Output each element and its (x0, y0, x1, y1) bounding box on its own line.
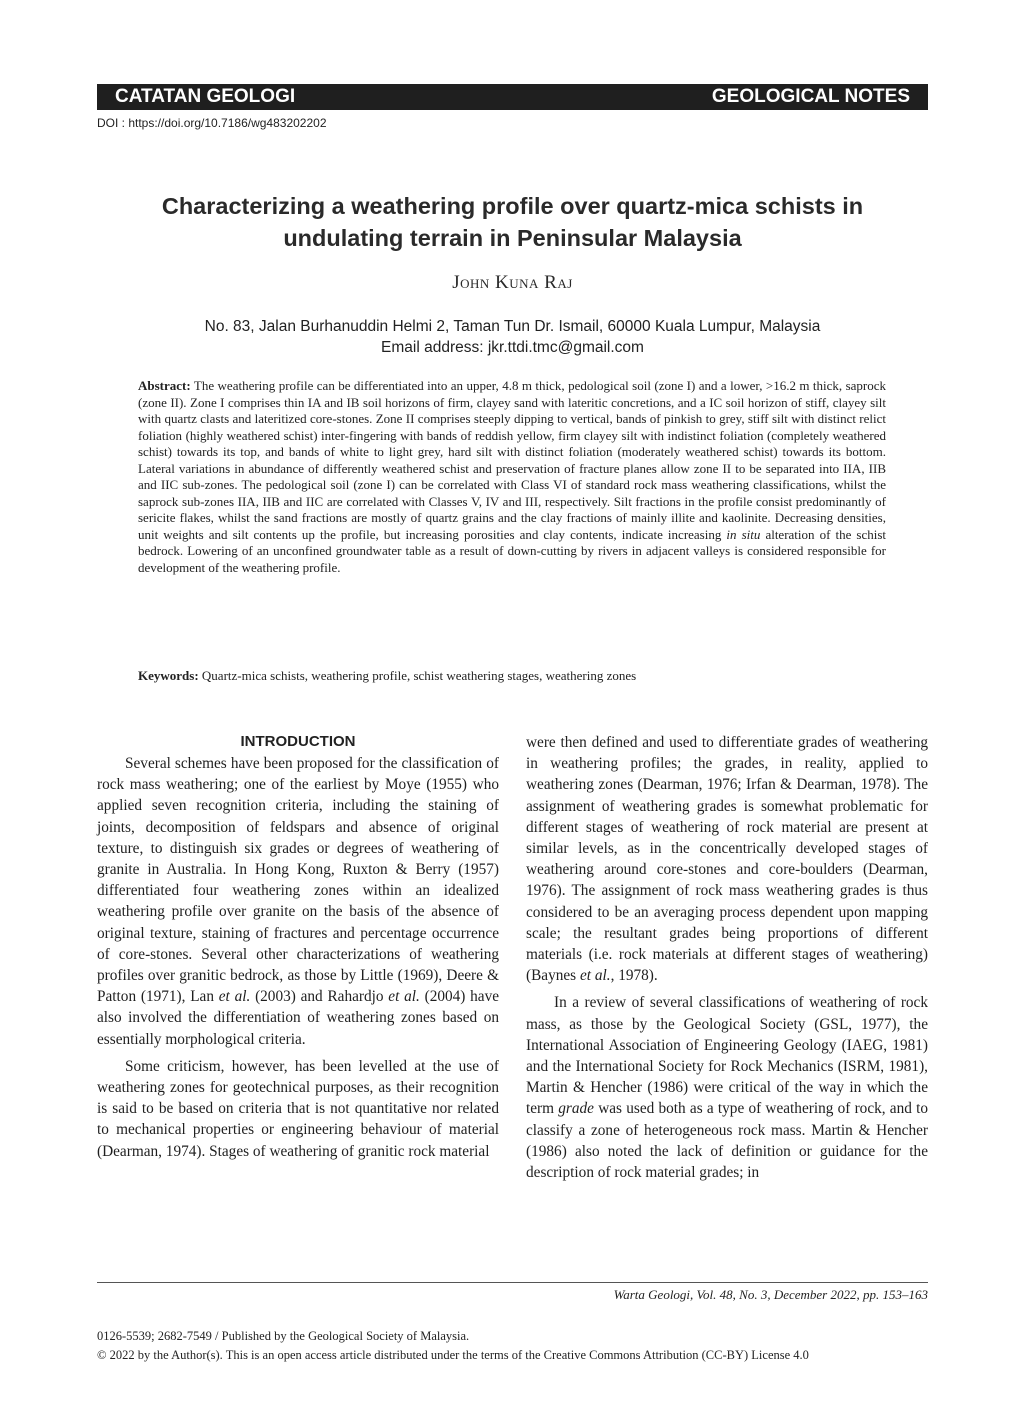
body-column-left (97, 753, 499, 1162)
text-run: , 1978). (610, 967, 658, 985)
italic-run: et al. (388, 988, 420, 1006)
italic-run: et al. (218, 988, 251, 1006)
article-title (97, 190, 928, 254)
text-run: (2003) and Rahardjo (255, 988, 384, 1006)
footer-divider (97, 1282, 928, 1283)
footer-issn: 0126-5539; 2682-7549 / Published by the Geological Society of Malaysia. (97, 1329, 470, 1343)
paragraph (526, 732, 928, 986)
keywords-text: Quartz-mica schists, weathering profile, schist weathering stages, weathering zones (201, 668, 637, 683)
keywords (138, 667, 886, 684)
author-email[interactable]: Email address: jkr.ttdi.tmc@gmail.com (381, 339, 644, 356)
header-right-label: GEOLOGICAL NOTES (711, 86, 910, 107)
text-run: Several schemes have been proposed for the classification of rock mass weathering; one of the earliest by Moye (1955) who applied seven recognition criteria, including the staining of joints, decomposition of feldspars and absence of original texture, to distinguish six grades or degrees of weathering of granite in Australia. In Hong Kong, Ruxton & Berry (1957) differentiated four weathering zones within an idealized weathering profile over granite on the basis of the absence of original texture, staining of fractures and percentage occurrence of core-stones. Several other characterizations of weathering profiles over granitic bedrock, as those by Little (1969), Deere & Patton (1971), Lan (97, 755, 499, 1006)
italic-run: et al. (579, 967, 611, 985)
author-name: John Kuna Raj (452, 272, 573, 293)
paragraph (97, 753, 499, 1050)
paragraph: Some criticism, however, has been levelled at the use of weathering zones for geotechnical purposes, as their recognition is said to be based on criteria that is not quantitative nor related to mechanical properties or engineering behaviour of material (Dearman, 1974). Stages of weathering of granitic rock material (97, 1057, 499, 1160)
body-column-right (526, 732, 928, 1183)
header-left-label: CATATAN GEOLOGI (115, 86, 296, 107)
title-line-1: Characterizing a weathering profile over quartz-mica schists in (161, 193, 864, 219)
keywords-label: Keywords: (138, 668, 199, 683)
section-heading-introduction: INTRODUCTION (240, 733, 356, 750)
footer-license: © 2022 by the Author(s). This is an open access article distributed under the terms of the Creative Commons Attribution (CC-BY) License 4.0 (97, 1348, 809, 1362)
abstract-italic: in situ (726, 526, 761, 542)
journal-reference: Warta Geologi, Vol. 48, No. 3, December 2022, pp. 153–163 (613, 1287, 928, 1302)
text-run: (2004) have also involved the differentiation of weathering zones based on essentially morphological criteria. (97, 988, 500, 1048)
doi-link[interactable]: DOI : https://doi.org/10.7186/wg483202202 (97, 116, 327, 130)
italic-run: grade (558, 1100, 594, 1118)
affiliation-block (120, 316, 905, 358)
paragraph (526, 992, 928, 1183)
abstract-text-2: alteration of the schist bedrock. Lowering of an unconfined groundwater table as a result of down-cutting by rivers in adjacent valleys is considered responsible for development of the weathering profile. (138, 526, 887, 576)
title-line-2: undulating terrain in Peninsular Malaysia (283, 225, 742, 251)
abstract (138, 378, 886, 577)
text-run: were then defined and used to differentiate grades of weathering in weathering profiles; the grades, in reality, applied to weathering zones (Dearman, 1976; Irfan & Dearman, 1978). The assignment of weathering grades is somewhat problematic for different stages of weathering of rock material are present at similar levels, as in the concentrically developed stages of weathering around core-stones and core-boulders (Dearman, 1976). The assignment of rock mass weathering grades is thus considered to be an averaging process dependent upon mapping scale; the resultant grades being proportions of different materials (i.e. rock materials at different stages of weathering) (Baynes (526, 734, 928, 985)
section-header-bar (97, 84, 928, 110)
abstract-label: Abstract: (138, 378, 191, 393)
text-run: was used both as a type of weathering of rock, and to classify a zone of heterogeneous rock mass. Martin & Hencher (1986) also noted the lack of definition or guidance for the description of rock material grades; in (526, 1100, 929, 1182)
abstract-text-1: The weathering profile can be differentiated into an upper, 4.8 m thick, pedological soil (zone I) and a lower, >16.2 m thick, saprock (zone II). Zone I comprises thin IA and IB soil horizons of firm, clayey sand with lateritic concretions, and a IC soil horizon of stiff, clayey silt with quartz clasts and lateritized core-stones. Zone II comprises steeply dipping to vertical, bands of pinkish to grey, stiff silt with distinct relict foliation (highly weathered schist) inter-fingering with bands of reddish yellow, firm clayey silt with indistinct foliation (completely weathered schist) towards its top, and bands of white to light grey, hard silt with distinct foliation (moderately weathered schist) towards its bottom. Lateral variations in abundance of differently weathered schist and preservation of fracture planes allow zone II to be separated into IIA, IIB and IIC sub-zones. The pedological soil (zone I) can be correlated with Class VI of standard rock mass weathering classifications, whilst the saprock sub-zones IIA, IIB and IIC are correlated with Classes V, IV and III, respectively. Silt fractions in the profile consist predominantly of sericite flakes, whilst the sand fractions are mostly of quartz grains and the clay fractions of mainly illite and kaolinite. Decreasing densities, unit weights and silt contents up the profile, but increasing porosities and clay contents, indicate increasing (138, 378, 886, 542)
affiliation-address: No. 83, Jalan Burhanuddin Helmi 2, Taman Tun Dr. Ismail, 60000 Kuala Lumpur, Malaysia (204, 318, 821, 335)
text-run: In a review of several classifications of weathering of rock mass, as those by the Geological Society (GSL, 1977), the International Association of Engineering Geology (IAEG, 1981) and the International Society for Rock Mechanics (ISRM, 1981), Martin & Hencher (1986) were critical of the way in which the term (526, 994, 928, 1118)
